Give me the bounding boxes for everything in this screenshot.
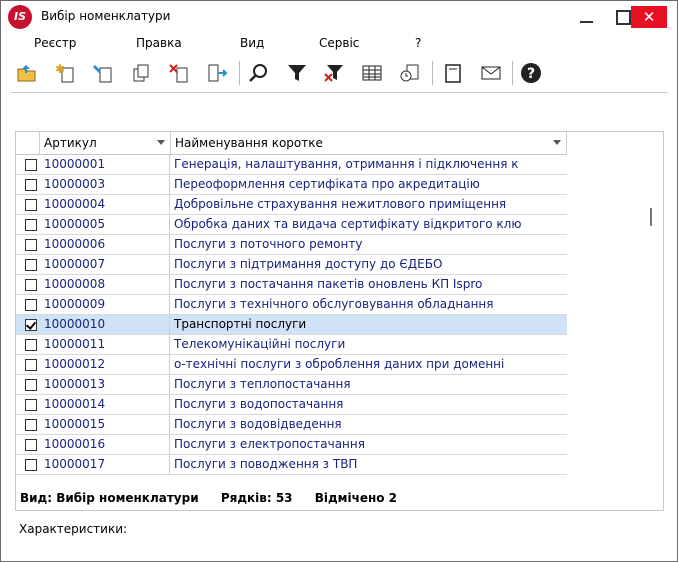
row-name: Генерація, налаштування, отримання і підключення к [174, 157, 519, 171]
row-code: 10000001 [44, 155, 170, 174]
svg-text:✱: ✱ [55, 63, 66, 76]
window-title: Вибір номенклатури [41, 9, 171, 23]
characteristics-label: Характеристики: [19, 522, 128, 536]
row-name: Послуги з поточного ремонту [174, 237, 363, 251]
header-name[interactable] [171, 132, 567, 154]
row-checkbox[interactable] [25, 399, 37, 411]
search-icon[interactable] [245, 60, 273, 86]
toolbar [1, 56, 677, 90]
row-code: 10000017 [44, 455, 170, 474]
table-row[interactable] [16, 235, 567, 255]
status-marked: Відмічено 2 [314, 491, 398, 505]
row-checkbox[interactable] [25, 199, 37, 211]
table-row[interactable] [16, 255, 567, 275]
header-checkbox-column [16, 132, 40, 154]
toolbar-separator [512, 61, 513, 85]
exit-icon[interactable] [203, 60, 231, 86]
table-row[interactable] [16, 175, 567, 195]
row-name: Послуги з теплопостачання [174, 377, 351, 391]
menu-edit[interactable]: Правка [136, 36, 182, 50]
open-folder-icon[interactable] [13, 60, 41, 86]
row-checkbox[interactable] [25, 439, 37, 451]
svg-text:?: ? [527, 66, 536, 82]
row-name: Телекомунікаційні послуги [174, 337, 346, 351]
row-code: 10000003 [44, 175, 170, 194]
toolbar-separator [239, 61, 240, 85]
toolbar-separator [432, 61, 433, 85]
mail-icon[interactable] [477, 60, 505, 86]
row-code: 10000007 [44, 255, 170, 274]
close-button[interactable]: ✕ [631, 6, 667, 28]
sort-arrow-icon[interactable] [157, 140, 165, 145]
row-code: 10000011 [44, 335, 170, 354]
minimize-button[interactable] [568, 1, 604, 32]
header-code-label: Артикул [44, 136, 97, 150]
row-checkbox[interactable] [25, 379, 37, 391]
row-code: 10000016 [44, 435, 170, 454]
row-name: Переоформлення сертифіката про акредитацію [174, 177, 480, 191]
calendar-icon[interactable] [396, 60, 424, 86]
status-view: Вид: Вибір номенклатури [20, 491, 199, 505]
table-row[interactable] [16, 435, 567, 455]
table-row[interactable] [16, 335, 567, 355]
row-checkbox[interactable] [25, 459, 37, 471]
toolbar-divider [11, 92, 668, 93]
table-row[interactable] [16, 355, 567, 375]
table-row[interactable] [16, 455, 567, 475]
row-name: Послуги з водовідведення [174, 417, 342, 431]
row-checkbox[interactable] [25, 239, 37, 251]
help-icon[interactable] [517, 60, 545, 86]
menu-view[interactable]: Вид [240, 36, 265, 50]
clear-filter-icon[interactable] [320, 60, 348, 86]
row-code: 10000008 [44, 275, 170, 294]
row-checkbox[interactable] [25, 179, 37, 191]
row-code: 10000004 [44, 195, 170, 214]
nomenclature-grid[interactable] [15, 131, 664, 511]
row-checkbox[interactable] [25, 419, 37, 431]
table-row[interactable] [16, 415, 567, 435]
menu-registry[interactable]: Реєстр [34, 36, 77, 50]
row-name: Послуги з водопостачання [174, 397, 344, 411]
header-name-label: Найменування коротке [175, 136, 323, 150]
row-code: 10000005 [44, 215, 170, 234]
row-code: 10000015 [44, 415, 170, 434]
row-code: 10000006 [44, 235, 170, 254]
status-rows: Рядків: 53 [220, 491, 293, 505]
row-code: 10000009 [44, 295, 170, 314]
sort-arrow-icon[interactable] [553, 140, 561, 145]
row-name: Транспортні послуги [174, 317, 307, 331]
table-row[interactable] [16, 315, 567, 335]
table-row[interactable] [16, 275, 567, 295]
copy-icon[interactable] [127, 60, 155, 86]
title-bar [1, 1, 677, 32]
row-checkbox[interactable] [25, 299, 37, 311]
row-checkbox[interactable] [25, 359, 37, 371]
row-checkbox[interactable] [25, 219, 37, 231]
table-row[interactable] [16, 295, 567, 315]
row-code: 10000014 [44, 395, 170, 414]
row-name: Добровільне страхування нежитлового приміщення [174, 197, 507, 211]
row-name: Послуги з технічного обслуговування обладнання [174, 297, 494, 311]
menu-service[interactable]: Сервіс [319, 36, 360, 50]
table-row[interactable] [16, 375, 567, 395]
row-name: Послуги з постачання пакетів оновлень КП Ispro [174, 277, 483, 291]
header-code[interactable] [40, 132, 171, 154]
row-name: Послуги з підтримання доступу до ЄДЕБО [174, 257, 443, 271]
row-checkbox[interactable] [25, 279, 37, 291]
table-row[interactable] [16, 195, 567, 215]
row-name: о-технічні послуги з оброблення даних при доменні [174, 357, 505, 371]
row-name: Послуги з електропостачання [174, 437, 365, 451]
filter-icon[interactable] [283, 60, 311, 86]
row-checkbox[interactable] [25, 159, 37, 171]
row-code: 10000013 [44, 375, 170, 394]
edit-item-icon[interactable] [89, 60, 117, 86]
row-checkbox[interactable] [25, 339, 37, 351]
app-logo-icon: IS [8, 5, 32, 29]
table-row[interactable] [16, 155, 567, 175]
table-row[interactable] [16, 215, 567, 235]
row-code: 10000010 [44, 315, 170, 334]
row-checkbox[interactable] [25, 319, 37, 331]
new-item-icon[interactable] [51, 60, 79, 86]
document-icon[interactable] [439, 60, 467, 86]
menu-bar [1, 33, 677, 55]
table-icon[interactable] [358, 60, 386, 86]
row-name: Обробка даних та видача сертифікату відкритого клю [174, 217, 522, 231]
grid-header [16, 132, 567, 155]
row-checkbox[interactable] [25, 259, 37, 271]
menu-help[interactable]: ? [415, 36, 422, 50]
vertical-scrollbar[interactable] [650, 208, 652, 226]
status-bar [20, 491, 415, 505]
table-row[interactable] [16, 395, 567, 415]
delete-icon[interactable] [165, 60, 193, 86]
row-name: Послуги з поводження з ТВП [174, 457, 358, 471]
row-code: 10000012 [44, 355, 170, 374]
